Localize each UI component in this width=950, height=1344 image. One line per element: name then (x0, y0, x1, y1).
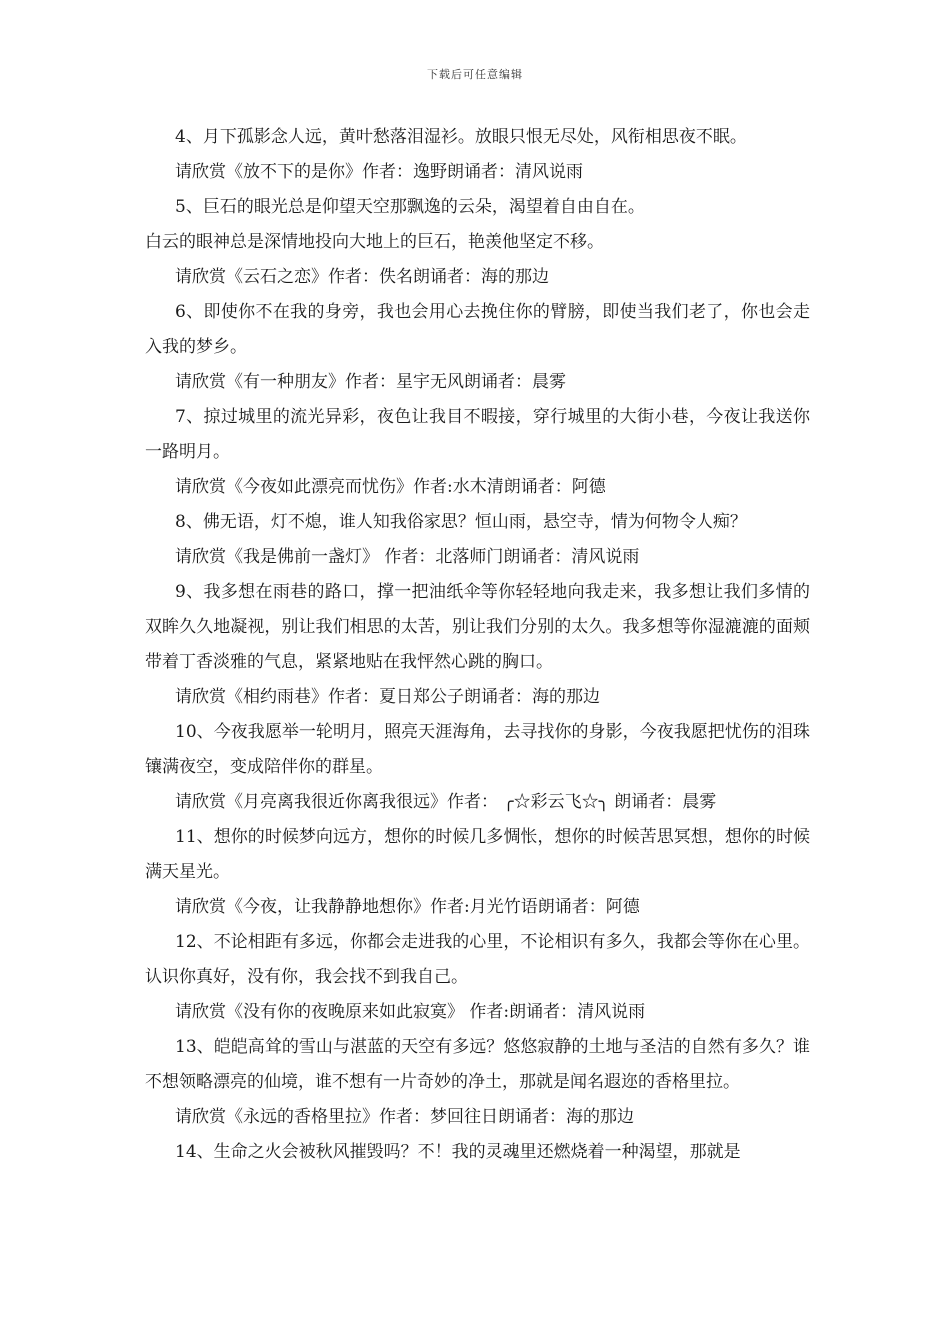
paragraph: 7、掠过城里的流光异彩，夜色让我目不暇接，穿行城里的大街小巷，今夜让我送你一路明月。 (145, 407, 810, 462)
paragraph: 请欣赏《云石之恋》作者：佚名朗诵者：海的那边 (175, 267, 549, 287)
paragraph: 14、生命之火会被秋风摧毁吗？不！我的灵魂里还燃烧着一种渴望，那就是 (175, 1142, 741, 1162)
paragraph: 请欣赏《永远的香格里拉》作者：梦回往日朗诵者：海的那边 (175, 1107, 634, 1127)
paragraph: 9、我多想在雨巷的路口，撑一把油纸伞等你轻轻地向我走来，我多想让我们多情的双眸久久地凝视，别让我们相思的太苦，别让我们分别的太久。我多想等你湿漉漉的面颊带着丁香淡雅的气息，紧紧地贴在我怦然心跳的胸口。 (145, 582, 810, 672)
paragraph: 12、不论相距有多远，你都会走进我的心里，不论相识有多久，我都会等你在心里。认识你真好，没有你，我会找不到我自己。 (145, 932, 810, 987)
paragraph: 请欣赏《月亮离我很近你离我很远》作者： ╭☆彩云飞☆╮ 朗诵者：晨雾 (175, 792, 717, 812)
paragraph: 6、即使你不在我的身旁，我也会用心去挽住你的臂膀，即使当我们老了，你也会走入我的梦乡。 (145, 302, 810, 357)
paragraph: 请欣赏《今夜如此漂亮而忧伤》作者:水木清朗诵者：阿德 (175, 477, 606, 497)
paragraph: 10、今夜我愿举一轮明月，照亮天涯海角，去寻找你的身影，今夜我愿把忧伤的泪珠镶满夜空，变成陪伴你的群星。 (145, 722, 810, 777)
paragraph: 请欣赏《相约雨巷》作者：夏日郑公子朗诵者：海的那边 (175, 687, 600, 707)
paragraph: 4、月下孤影念人远，黄叶愁落泪湿衫。放眼只恨无尽处，风衔相思夜不眠。 (175, 127, 747, 147)
header-note: 下载后可任意编辑 (427, 68, 523, 81)
document-body (145, 120, 810, 1170)
paragraph: 11、想你的时候梦向远方，想你的时候几多惆怅，想你的时候苦思冥想，想你的时候满天星光。 (145, 827, 810, 882)
paragraph: 13、皑皑高耸的雪山与湛蓝的天空有多远？悠悠寂静的土地与圣洁的自然有多久？谁不想领略漂亮的仙境，谁不想有一片奇妙的净土，那就是闻名遐迩的香格里拉。 (145, 1037, 810, 1092)
paragraph: 5、巨石的眼光总是仰望天空那飘逸的云朵，渴望着自由自在。 (175, 197, 645, 217)
paragraph: 请欣赏《今夜，让我静静地想你》作者:月光竹语朗诵者：阿德 (175, 897, 640, 917)
paragraph: 请欣赏《有一种朋友》作者：星宇无风朗诵者：晨雾 (175, 372, 566, 392)
paragraph: 8、佛无语，灯不熄，谁人知我俗家思？恒山雨，悬空寺，情为何物令人痴？ (175, 512, 747, 532)
paragraph: 请欣赏《放不下的是你》作者：逸野朗诵者：清风说雨 (175, 162, 583, 182)
paragraph: 请欣赏《我是佛前一盏灯》 作者：北落师门朗诵者：清风说雨 (175, 547, 640, 567)
paragraph: 请欣赏《没有你的夜晚原来如此寂寞》 作者:朗诵者：清风说雨 (175, 1002, 646, 1022)
paragraph: 白云的眼神总是深情地投向大地上的巨石，艳羡他坚定不移。 (145, 232, 604, 252)
